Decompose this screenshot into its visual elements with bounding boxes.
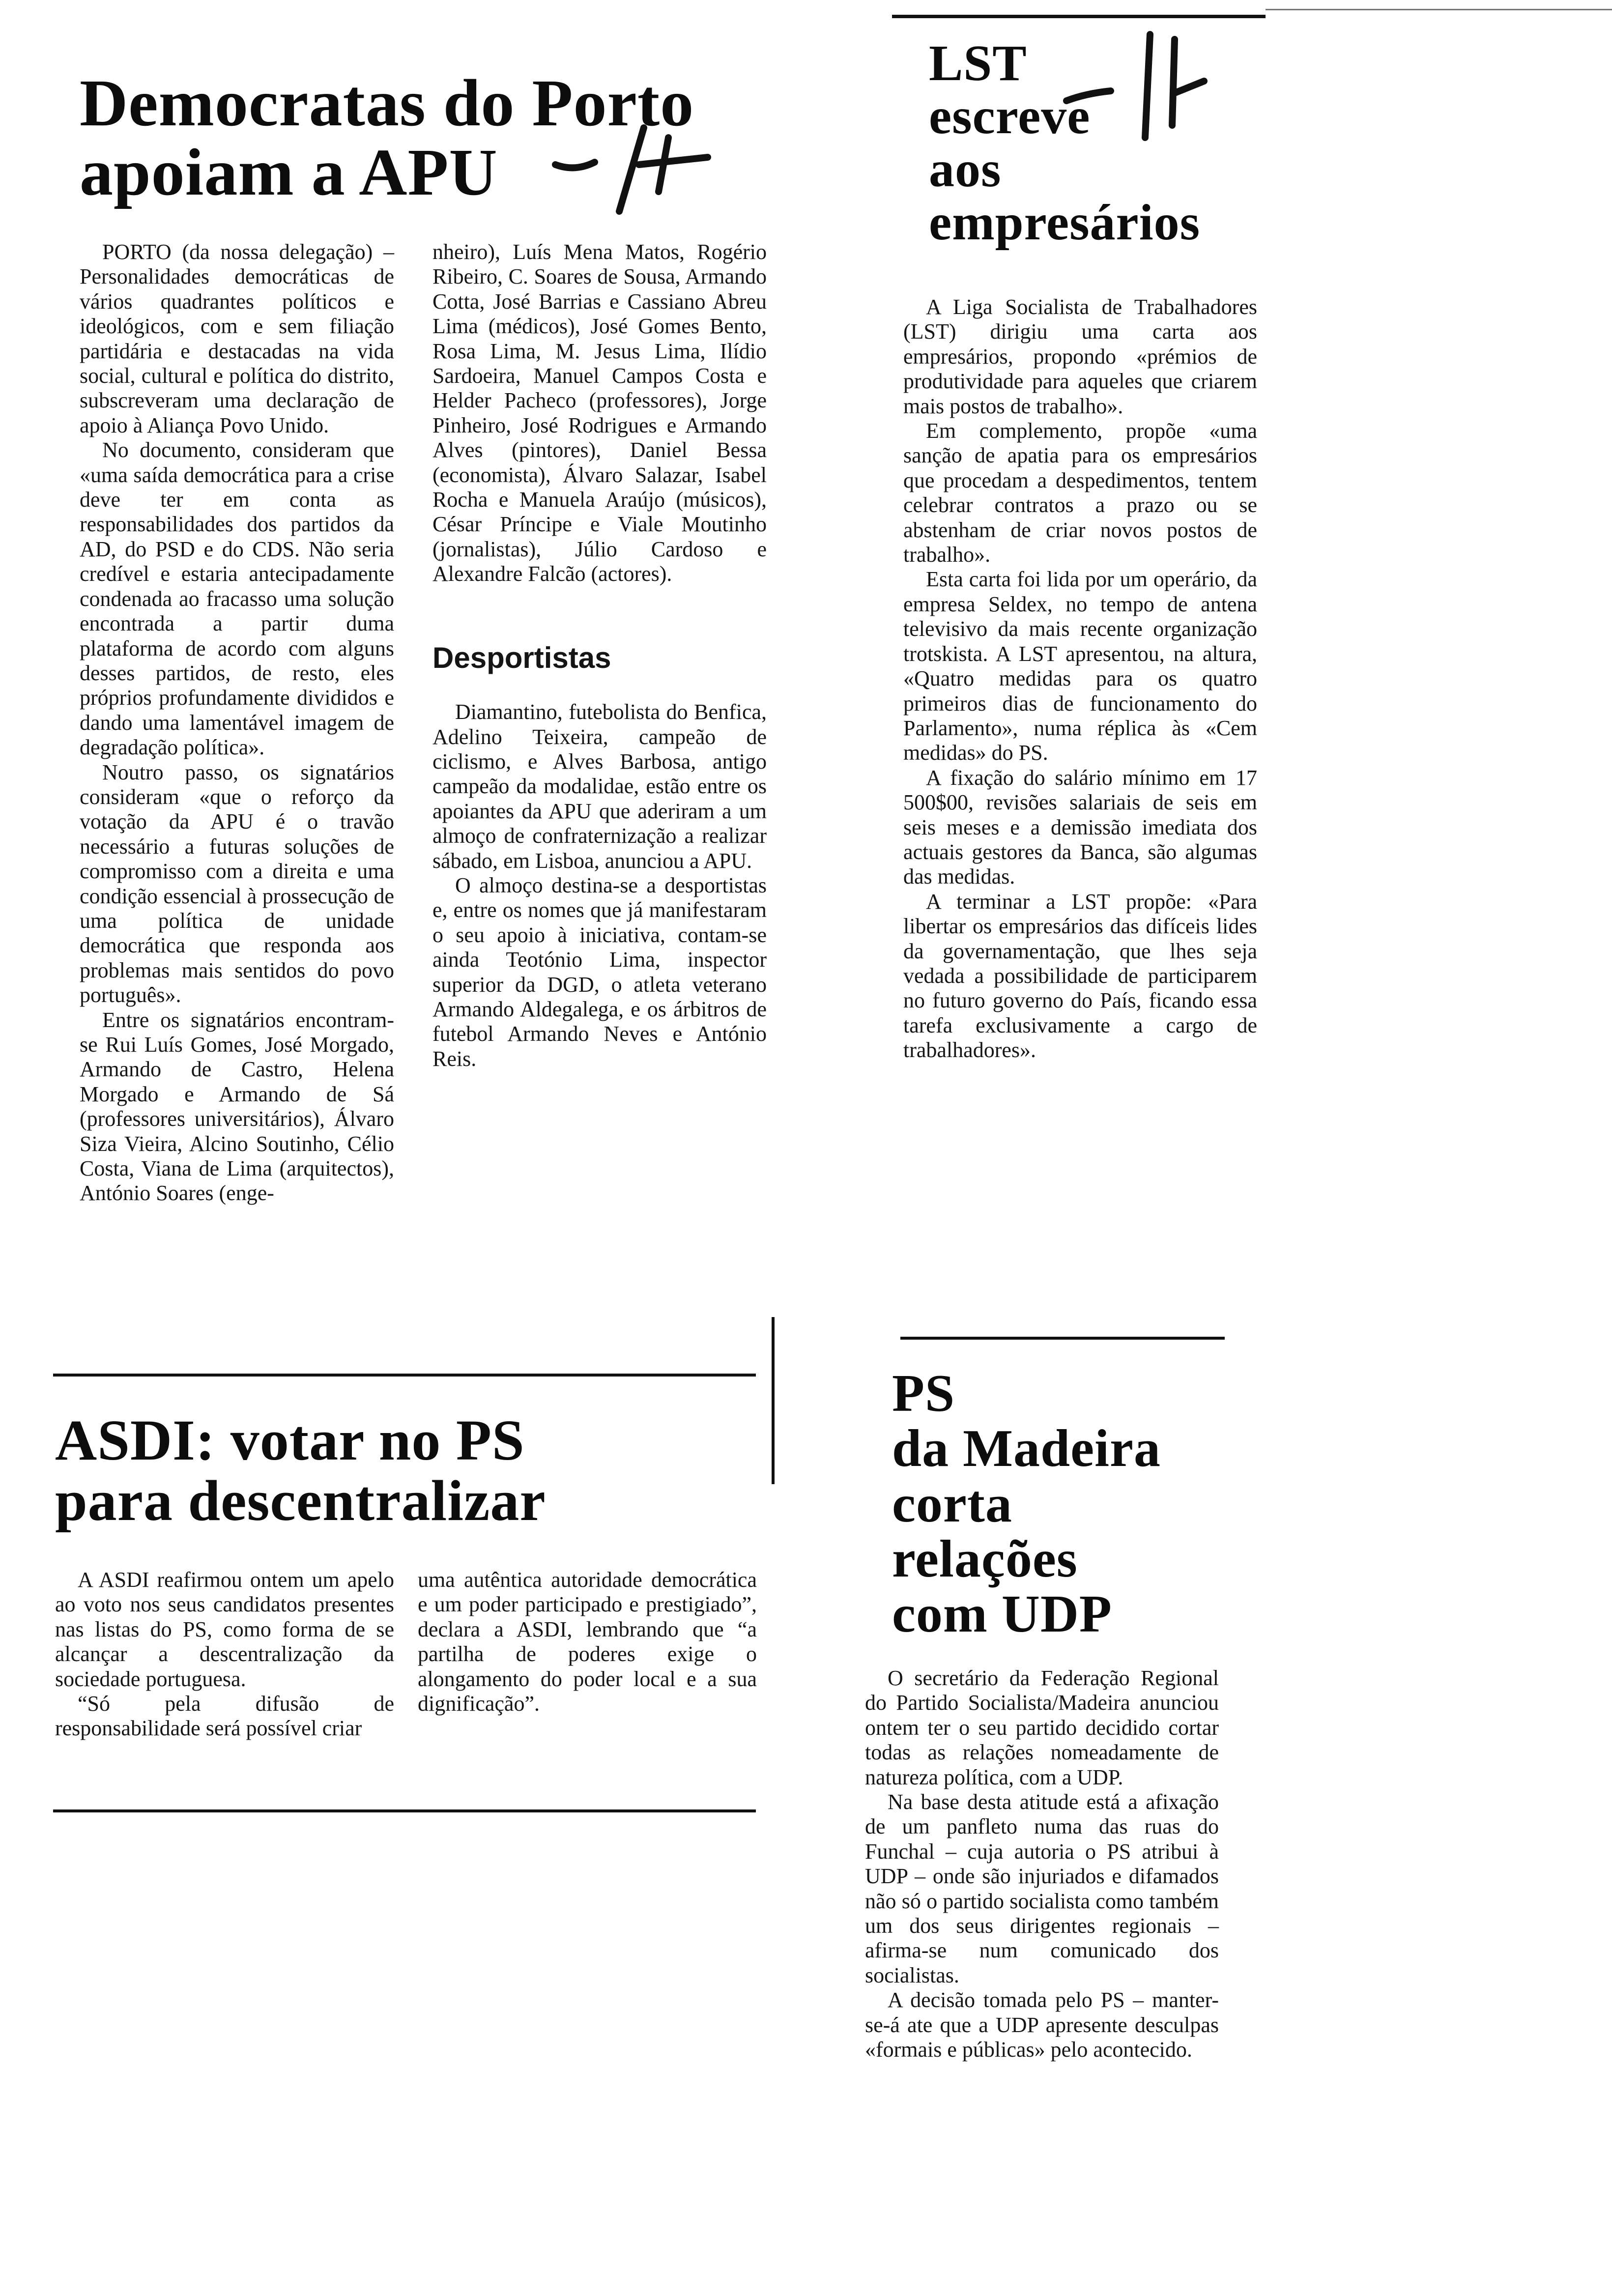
- lst-paragraph: Esta carta foi lida por um operário, da empresa Seldex, no tempo de antena televisivo da mais recente organização trotskista. A LST apresentou, na altura, «Quatro medidas para os quatro primeiros dias de funcionamento do Parlamento», numa réplica às «Cem medidas» do PS.: [903, 567, 1257, 765]
- porto-paragraph: Diamantino, futebolista do Benfica, Adelino Teixeira, campeão de ciclismo, e Alves Barbosa, antigo campeão da modalidae, estão entre os apoiantes da APU que aderiram a um almoço de confraternização a realizar sábado, em Lisboa, anunciou a APU.: [432, 700, 767, 873]
- lst-paragraph: A terminar a LST propõe: «Para libertar os empresários das difíceis lides da governamentação, que lhes seja vedada a possibilidade de participarem no futuro governo do País, ficando essa tarefa exclusivamente a cargo de trabalhadores».: [903, 889, 1257, 1062]
- madeira-paragraph: A decisão tomada pelo PS – manter-se-á ate que a UDP apresente desculpas «formais e públicas» pelo acontecido.: [865, 1988, 1219, 2062]
- lst-handwritten-mark: [1062, 20, 1209, 147]
- asdi-column-2: [418, 1568, 757, 1716]
- madeira-body: [865, 1666, 1219, 2063]
- madeira-paragraph: O secretário da Federação Regional do Partido Socialista/Madeira anunciou ontem ter o seu partido decidido cortar todas as relações nomeadamente de natureza política, com a UDP.: [865, 1666, 1219, 1789]
- porto-paragraph: PORTO (da nossa delegação) – Personalidades democráticas de vários quadrantes políticos e ideológicos, com e sem filiação partidária e destacadas na vida social, cultural e política do distrito, subscreveram uma declaração de apoio à Aliança Povo Unido.: [80, 240, 394, 437]
- porto-paragraph: Noutro passo, os signatários consideram «que o reforço da votação da APU é o travão necessário a futuras soluções de compromisso com a direita e uma condição essencial à prossecução de uma política de unidade democrática que responda aos problemas mais sentidos do povo português».: [80, 760, 394, 1007]
- lst-body: [903, 295, 1257, 1063]
- section-rule: [900, 1337, 1225, 1340]
- asdi-paragraph: A ASDI reafirmou ontem um apelo ao voto nos seus candidatos presentes nas listas do PS, como forma de se alcançar a descentralização da sociedade portuguesa.: [55, 1568, 394, 1691]
- madeira-headline: PS da Madeira corta relações com UDP: [892, 1364, 1161, 1644]
- porto-column-2: [432, 240, 767, 1071]
- top-rule-right: [892, 15, 1266, 18]
- section-rule: [53, 1809, 756, 1812]
- asdi-column-1: [55, 1568, 394, 1741]
- porto-paragraph: No documento, consideram que «uma saída democrática para a crise deve ter em conta as responsabilidades dos partidos da AD, do PSD e do CDS. Não seria credível e estaria antecipadamente condenada ao fracasso uma solução encontrada a partir duma plataforma de acordo com alguns desses partidos, de resto, eles próprios profundamente divididos e dando uma lamentável imagem de degradação política».: [80, 438, 394, 760]
- porto-headline: Democratas do Porto apoiam a APU: [80, 66, 694, 210]
- porto-paragraph: Entre os signatários encontram-se Rui Luís Gomes, José Morgado, Armando de Castro, Helena Morgado e Armando de Sá (professores universitários), Álvaro Siza Vieira, Alcino Soutinho, Célio Costa, Viana de Lima (arquitectos), António Soares (enge-: [80, 1007, 394, 1205]
- lst-paragraph: Em complemento, propõe «uma sanção de apatia para os empresários que procedam a despedimentos, tentem celebrar contratos a prazo ou se abstenham de criar novos postos de trabalho».: [903, 419, 1257, 567]
- porto-paragraph: O almoço destina-se a desportistas e, entre os nomes que já manifestaram o seu apoio à iniciativa, contam-se ainda Teotónio Lima, inspector superior da DGD, o atleta veterano Armando Aldegalega, e os árbitros de futebol Armando Neves e António Reis.: [432, 873, 767, 1071]
- asdi-headline: ASDI: votar no PS para descentralizar: [55, 1408, 546, 1533]
- section-rule: [53, 1374, 756, 1377]
- porto-subhead: Desportistas: [432, 641, 611, 674]
- porto-handwritten-mark: [546, 118, 732, 226]
- lst-paragraph: A Liga Socialista de Trabalhadores (LST) dirigiu uma carta aos empresários, propondo «prémios de produtividade para aqueles que criarem mais postos de trabalho».: [903, 295, 1257, 418]
- top-rule-thin: [1266, 9, 1612, 10]
- lst-paragraph: A fixação do salário mínimo em 17 500$00, revisões salariais de seis em seis meses e a demissão imediata dos actuais gestores da Banca, são algumas das medidas.: [903, 765, 1257, 889]
- madeira-paragraph: Na base desta atitude está a afixação de um panfleto numa das ruas do Funchal – cuja autoria o PS atribui à UDP – onde são injuriados e difamados não só o partido socialista como também um dos seus dirigentes regionais – afirma-se num comunicado dos socialistas.: [865, 1790, 1219, 1987]
- porto-column-1: [80, 240, 394, 1206]
- asdi-paragraph: “Só pela difusão de responsabilidade será possível criar: [55, 1692, 394, 1741]
- porto-paragraph: nheiro), Luís Mena Matos, Rogério Ribeiro, C. Soares de Sousa, Armando Cotta, José Barrias e Cassiano Abreu Lima (médicos), José Gomes Bento, Rosa Lima, M. Jesus Lima, Ilídio Sardoeira, Manuel Campos Costa e Helder Pacheco (professores), Jorge Pinheiro, José Rodrigues e Armando Alves (pintores), Daniel Bessa (economista), Álvaro Salazar, Isabel Rocha e Manuela Araújo (músicos), César Príncipe e Viale Moutinho (jornalistas), Júlio Cardoso e Alexandre Falcão (actores).: [432, 240, 767, 586]
- asdi-paragraph: uma autêntica autoridade democrática e um poder participado e prestigiado”, declara a ASDI, lembrando que “a partilha de poderes exige o alongamento do poder local e a sua dignificação”.: [418, 1568, 757, 1716]
- lst-headline: LST escreve aos empresários: [929, 35, 1201, 251]
- column-divider: [772, 1317, 775, 1484]
